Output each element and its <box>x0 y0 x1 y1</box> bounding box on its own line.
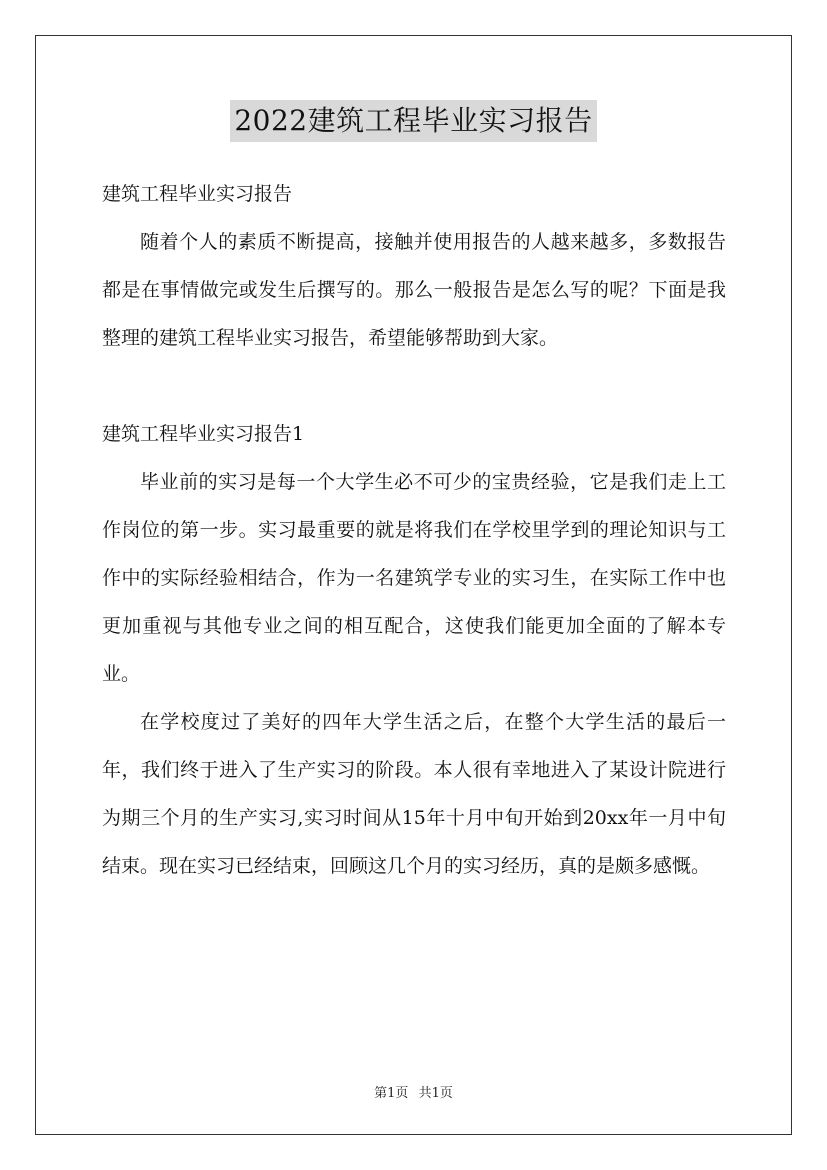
body-paragraph: 在学校度过了美好的四年大学生活之后，在整个大学生活的最后一年，我们终于进入了生产实习的阶段。本人很有幸地进入了某设计院进行为期三个月的生产实习,实习时间从15年十月中旬开始到20xx年一月中旬结束。现在实习已经结束，回顾这几个月的实习经历，真的是颇多感慨。 <box>102 711 726 877</box>
page-number: 第1页 <box>374 1086 409 1101</box>
section-heading: 建筑工程毕业实习报告1 <box>102 423 305 445</box>
document-title: 2022建筑工程毕业实习报告 <box>230 100 596 142</box>
document-body <box>102 170 726 890</box>
body-paragraph: 毕业前的实习是每一个大学生必不可少的宝贵经验，它是我们走上工作岗位的第一步。实习最重要的就是将我们在学校里学到的理论知识与工作中的实际经验相结合，作为一名建筑学专业的实习生，在实际工作中也更加重视与其他专业之间的相互配合，这使我们能更加全面的了解本专业。 <box>102 471 726 685</box>
document-subtitle: 建筑工程毕业实习报告 <box>102 183 293 205</box>
page-footer <box>0 1082 827 1101</box>
spacer <box>102 362 726 410</box>
intro-paragraph: 随着个人的素质不断提高，接触并使用报告的人越来越多，多数报告都是在事情做完或发生后撰写的。那么一般报告是怎么写的呢？下面是我整理的建筑工程毕业实习报告，希望能够帮助到大家。 <box>102 231 726 349</box>
title-container <box>0 100 827 142</box>
page-total: 共1页 <box>418 1086 453 1101</box>
